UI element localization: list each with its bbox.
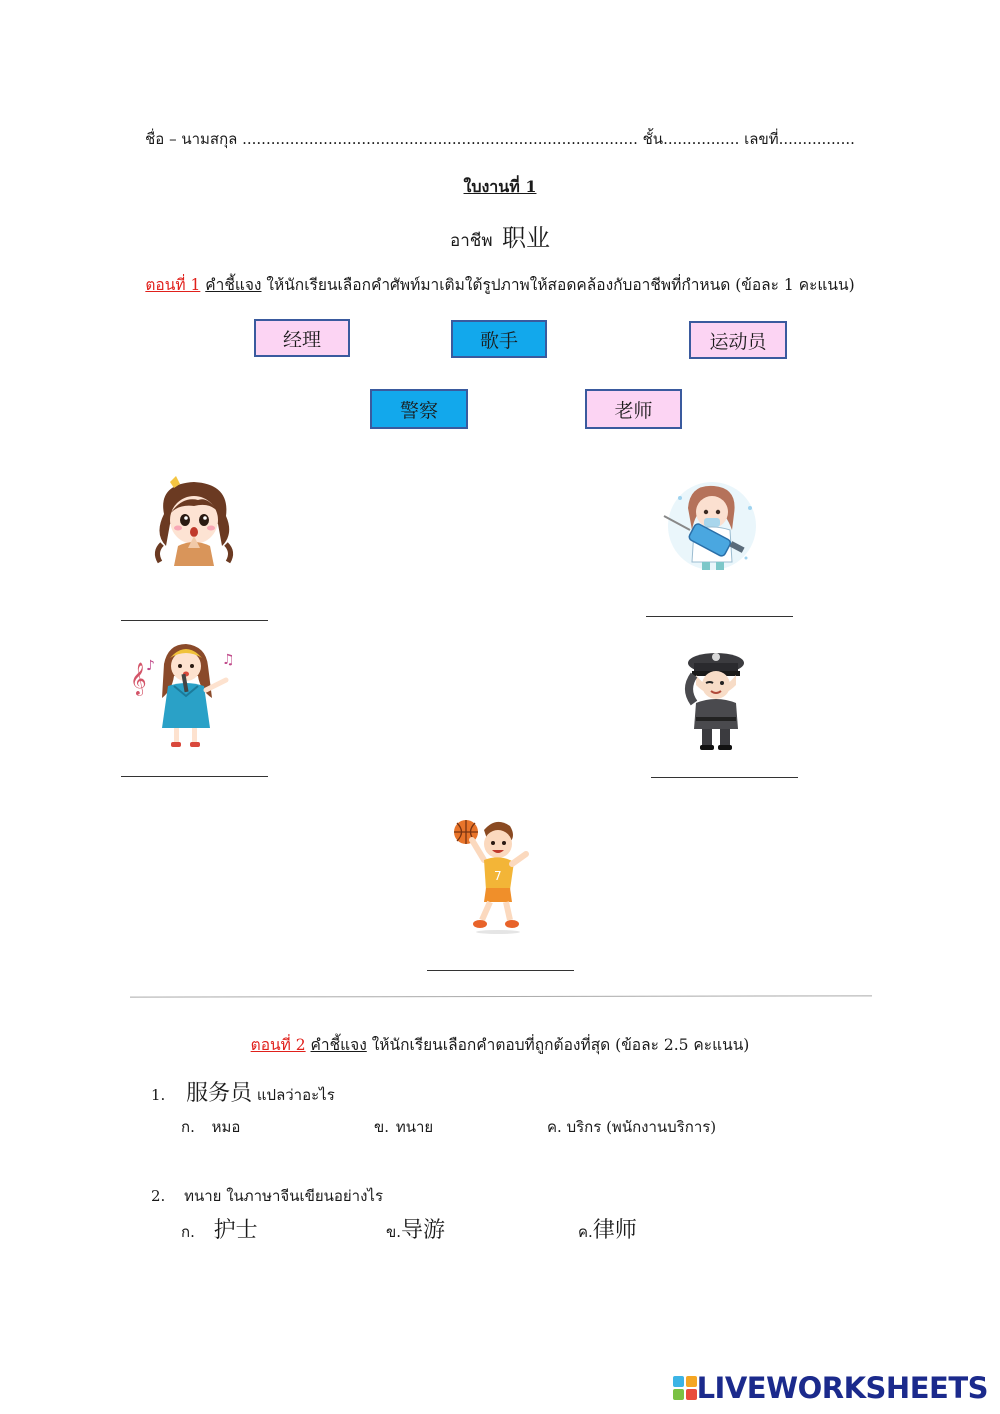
word-card-yundongyuan[interactable]: 运动员 — [689, 321, 787, 359]
option-letter: ค. — [578, 1223, 593, 1241]
option-letter: ข. — [374, 1118, 390, 1136]
singer-picture — [128, 640, 240, 752]
part2-instruction-label: คำชี้แจง — [310, 1036, 367, 1054]
part1-instruction — [0, 272, 1000, 297]
question-2 — [151, 1184, 383, 1208]
svg-text:♫: ♫ — [222, 652, 235, 668]
answer-line-3[interactable] — [121, 776, 268, 777]
question-2-text: ทนาย ในภาษาจีนเขียนอย่างไร — [184, 1187, 384, 1205]
word-card-laoshi[interactable]: 老师 — [585, 389, 682, 429]
option-text: หมอ — [211, 1118, 241, 1136]
liveworksheets-logo[interactable] — [673, 1371, 988, 1405]
part2-instruction-text: ให้นักเรียนเลือกคำตอบที่ถูกต้องที่สุด (ข้อละ 2.5 คะแนน) — [366, 1036, 750, 1054]
question-1-number: 1. — [151, 1086, 166, 1104]
answer-line-1[interactable] — [121, 620, 268, 621]
question-2-number: 2. — [151, 1187, 166, 1205]
question-2-option-c[interactable] — [578, 1213, 637, 1244]
question-2-option-a[interactable] — [181, 1213, 258, 1244]
worksheet-title: ใบงานที่ 1 — [463, 177, 537, 196]
answer-line-5[interactable] — [427, 970, 574, 971]
part2-instruction — [0, 1032, 1000, 1057]
topic-title — [0, 218, 1000, 254]
topic-thai: อาชีพ — [450, 231, 493, 251]
topic-chinese: 职业 — [501, 224, 550, 252]
liveworksheets-logo-icon — [673, 1376, 697, 1400]
option-text: 律师 — [592, 1218, 637, 1243]
option-text: 导游 — [401, 1218, 446, 1243]
word-card-jingcha[interactable]: 警察 — [370, 389, 468, 429]
svg-text:𝄞: 𝄞 — [130, 662, 147, 695]
teacher-girl-picture — [148, 474, 240, 572]
question-1 — [151, 1076, 335, 1107]
option-text: ทนาย — [395, 1118, 434, 1136]
police-picture — [680, 645, 752, 751]
part1-instruction-label: คำชี้แจง — [205, 276, 262, 294]
svg-text:7: 7 — [494, 869, 502, 883]
option-letter: ค. — [547, 1118, 562, 1136]
word-card-jingli[interactable]: 经理 — [254, 319, 350, 357]
name-line: ชื่อ – นามสกุล ................................................................................... ชั้น................ เลขที่................ — [145, 130, 855, 148]
svg-text:♪: ♪ — [146, 658, 155, 674]
question-1-option-b[interactable] — [374, 1115, 433, 1139]
answer-line-4[interactable] — [651, 777, 798, 778]
question-1-option-a[interactable] — [181, 1115, 240, 1139]
option-text: 护士 — [213, 1218, 258, 1243]
part2-label: ตอนที่ 2 — [250, 1036, 306, 1054]
liveworksheets-logo-text: LIVEWORKSHEETS — [696, 1371, 988, 1405]
option-letter: ข. — [386, 1223, 402, 1241]
question-1-text: แปลว่าอะไร — [252, 1086, 335, 1104]
option-letter: ก. — [181, 1223, 195, 1241]
question-1-option-c[interactable] — [547, 1115, 716, 1139]
question-1-chinese: 服务员 — [186, 1081, 253, 1106]
answer-line-2[interactable] — [646, 616, 793, 617]
section-divider — [130, 995, 872, 997]
option-text: บริกร (พนักงานบริการ) — [566, 1118, 717, 1136]
part1-instruction-text: ให้นักเรียนเลือกคำศัพท์มาเติมใต้รูปภาพให้สอดคล้องกับอาชีพที่กำหนด (ข้อละ 1 คะแนน) — [261, 276, 855, 294]
nurse-picture — [660, 478, 764, 576]
option-letter: ก. — [181, 1118, 195, 1136]
question-2-option-b[interactable] — [386, 1213, 445, 1244]
part1-label: ตอนที่ 1 — [145, 276, 201, 294]
word-card-geshou[interactable]: 歌手 — [451, 320, 547, 358]
basketball-player-picture — [448, 816, 554, 934]
